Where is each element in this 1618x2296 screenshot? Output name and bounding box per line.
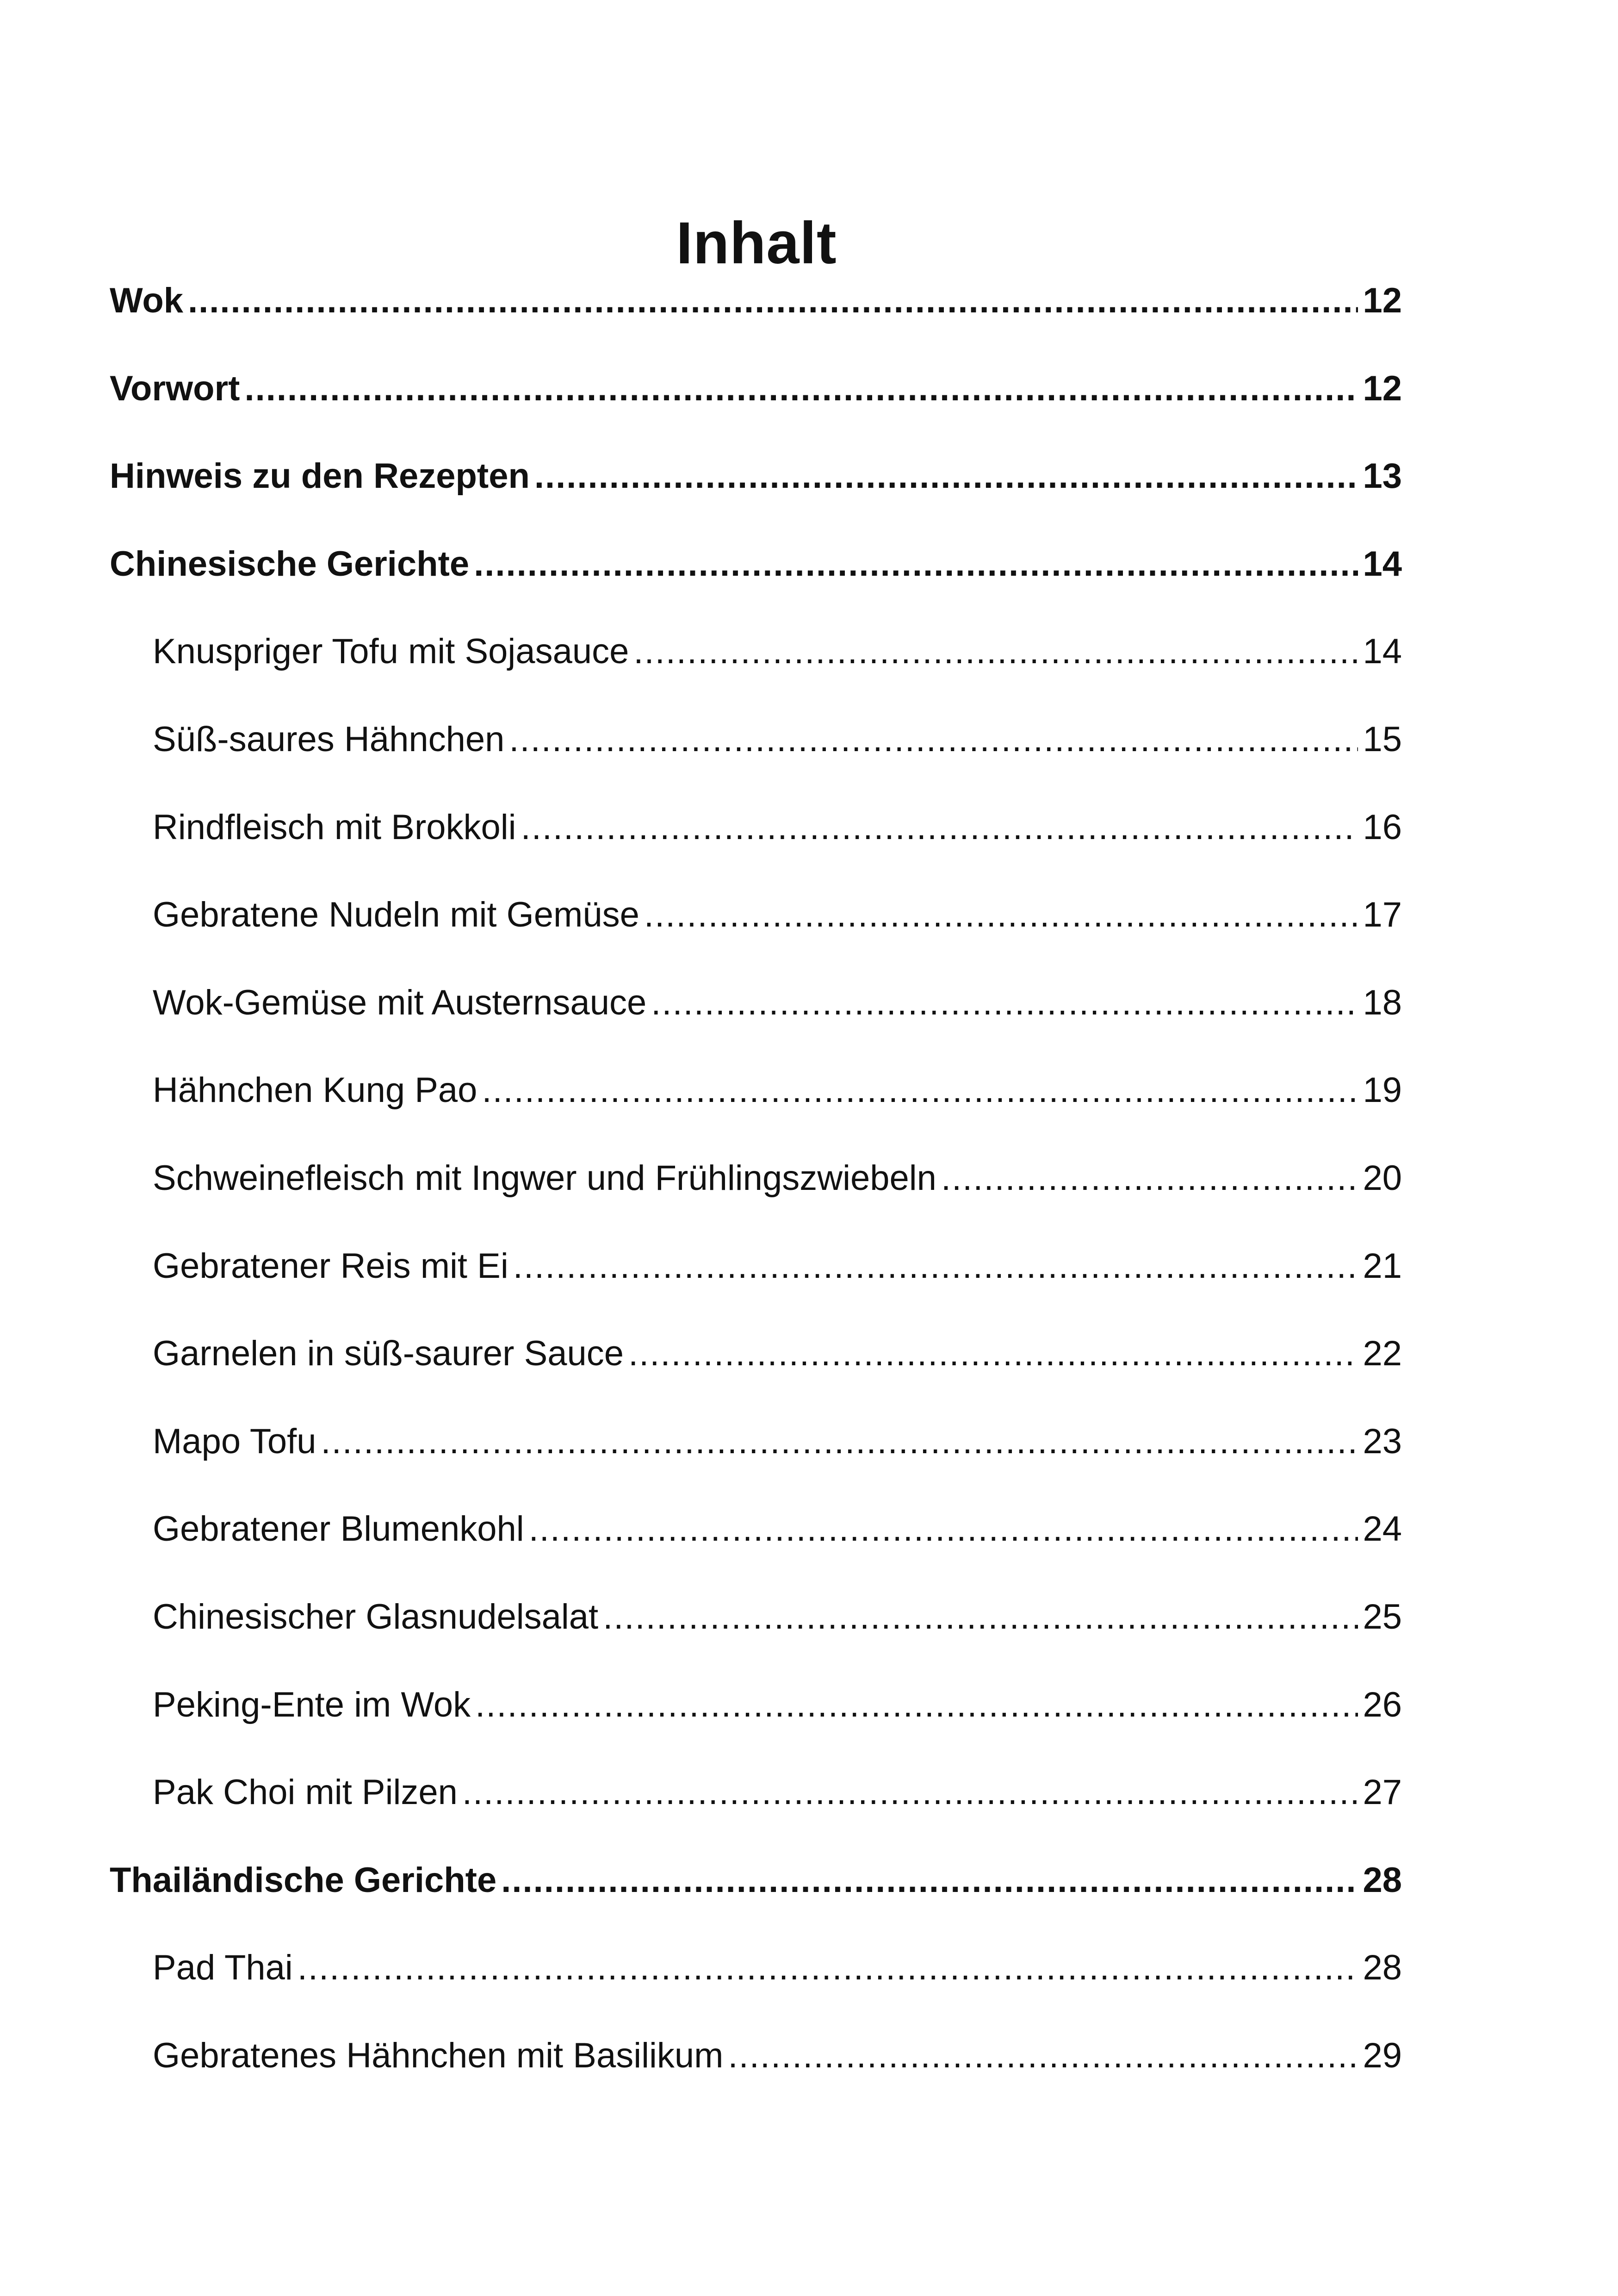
toc-page-number: 26 <box>1363 1685 1402 1724</box>
toc-entry-label: Süß-saures Hähnchen <box>153 719 505 759</box>
toc-page-number: 22 <box>1363 1334 1402 1374</box>
dot-leader <box>475 1668 1358 1742</box>
toc-entry-label: Chinesischer Glasnudelsalat <box>153 1597 599 1636</box>
dot-leader <box>501 1843 1358 1917</box>
dot-leader <box>534 439 1358 513</box>
toc-subsection-entry[interactable] <box>110 1580 1402 1668</box>
page-title: Inhalt <box>676 210 837 276</box>
toc-subsection-entry[interactable] <box>110 1317 1402 1405</box>
toc-page-number: 14 <box>1363 544 1402 584</box>
toc-entry-label: Chinesische Gerichte <box>110 544 470 584</box>
toc-subsection-entry[interactable] <box>110 615 1402 703</box>
toc-entry-label: Wok-Gemüse mit Austernsauce <box>153 983 647 1022</box>
toc-entry-label: Gebratener Reis mit Ei <box>153 1246 508 1286</box>
toc-page-number: 24 <box>1363 1509 1402 1549</box>
toc-subsection-entry[interactable] <box>110 1755 1402 1843</box>
toc-subsection-entry[interactable] <box>110 790 1402 878</box>
toc-entry-label: Gebratener Blumenkohl <box>153 1509 524 1549</box>
dot-leader <box>728 2019 1358 2093</box>
toc-entry-label: Hinweis zu den Rezepten <box>110 456 530 496</box>
toc-entry-label: Hähnchen Kung Pao <box>153 1070 477 1110</box>
toc-section-entry[interactable] <box>110 352 1402 440</box>
toc-subsection-entry[interactable] <box>110 1492 1402 1580</box>
toc-subsection-entry[interactable] <box>110 1229 1402 1317</box>
toc-subsection-entry[interactable] <box>110 703 1402 790</box>
dot-leader <box>298 1931 1358 2005</box>
dot-leader <box>644 878 1358 952</box>
toc-page-number: 19 <box>1363 1070 1402 1110</box>
toc-entry-label: Gebratenes Hähnchen mit Basilikum <box>153 2035 724 2075</box>
toc-page-number: 18 <box>1363 983 1402 1022</box>
toc-subsection-entry[interactable] <box>110 1668 1402 1756</box>
toc-page-number: 15 <box>1363 719 1402 759</box>
toc-entry-label: Pad Thai <box>153 1948 293 1988</box>
dot-leader <box>529 1492 1358 1566</box>
dot-leader <box>651 966 1358 1040</box>
toc-entry-label: Garnelen in süß-saurer Sauce <box>153 1334 624 1374</box>
dot-leader <box>521 790 1358 865</box>
toc-entry-label: Vorwort <box>110 368 240 408</box>
toc-subsection-entry[interactable] <box>110 1931 1402 2019</box>
toc-page-number: 21 <box>1363 1246 1402 1286</box>
dot-leader <box>474 527 1358 601</box>
toc-entry-label: Thailändische Gerichte <box>110 1860 497 1900</box>
toc-subsection-entry[interactable] <box>110 1053 1402 1141</box>
toc-page-number: 12 <box>1363 281 1402 320</box>
toc-subsection-entry[interactable] <box>110 1141 1402 1229</box>
toc-entry-label: Pak Choi mit Pilzen <box>153 1773 458 1812</box>
toc-section-entry[interactable] <box>110 264 1402 352</box>
toc-page-number: 17 <box>1363 895 1402 935</box>
toc-entry-label: Knuspriger Tofu mit Sojasauce <box>153 632 629 672</box>
dot-leader <box>188 264 1358 338</box>
toc-page-number: 29 <box>1363 2035 1402 2075</box>
toc-page-number: 12 <box>1363 368 1402 408</box>
toc-page-number: 28 <box>1363 1948 1402 1988</box>
toc-entry-label: Wok <box>110 281 184 320</box>
dot-leader <box>321 1405 1358 1479</box>
toc-subsection-entry[interactable] <box>110 1405 1402 1493</box>
toc-subsection-entry[interactable] <box>110 878 1402 966</box>
toc-page-number: 28 <box>1363 1860 1402 1900</box>
toc-page-number: 14 <box>1363 632 1402 672</box>
toc-entry-label: Peking-Ente im Wok <box>153 1685 471 1724</box>
toc-subsection-entry[interactable] <box>110 2019 1402 2107</box>
dot-leader <box>482 1053 1358 1127</box>
dot-leader <box>509 703 1358 777</box>
toc-subsection-entry[interactable] <box>110 966 1402 1054</box>
toc-section-entry[interactable] <box>110 527 1402 615</box>
table-of-contents <box>110 264 1402 2106</box>
toc-page-number: 25 <box>1363 1597 1402 1636</box>
dot-leader <box>603 1580 1358 1654</box>
toc-entry-label: Gebratene Nudeln mit Gemüse <box>153 895 639 935</box>
dot-leader <box>628 1317 1358 1391</box>
toc-page-number: 20 <box>1363 1158 1402 1198</box>
dot-leader <box>633 615 1358 689</box>
toc-page-number: 16 <box>1363 807 1402 847</box>
dot-leader <box>462 1755 1358 1829</box>
toc-entry-label: Schweinefleisch mit Ingwer und Frühlingszwiebeln <box>153 1158 936 1198</box>
dot-leader <box>513 1229 1358 1303</box>
dot-leader <box>941 1141 1358 1215</box>
toc-section-entry[interactable] <box>110 439 1402 527</box>
toc-section-entry[interactable] <box>110 1843 1402 1931</box>
dot-leader <box>244 352 1358 426</box>
toc-page-number: 13 <box>1363 456 1402 496</box>
toc-entry-label: Rindfleisch mit Brokkoli <box>153 807 516 847</box>
toc-page-number: 27 <box>1363 1773 1402 1812</box>
toc-page-number: 23 <box>1363 1421 1402 1461</box>
toc-entry-label: Mapo Tofu <box>153 1421 316 1461</box>
